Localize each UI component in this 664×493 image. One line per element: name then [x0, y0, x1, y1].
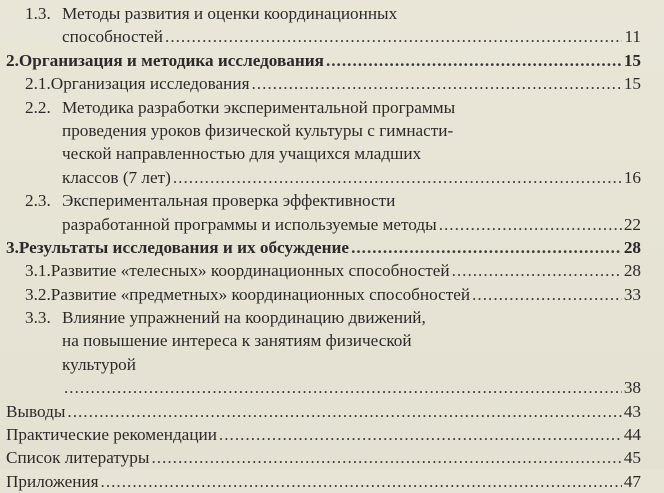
toc-entry-title: Практические рекомендации: [6, 425, 217, 445]
toc-page-number: 43: [623, 401, 641, 421]
toc-entry-title: Методы развития и оценки координационных: [62, 4, 398, 23]
toc-entry: [0, 446, 664, 469]
toc-line: [0, 329, 664, 352]
toc-line: [0, 142, 664, 165]
toc-entry-title: Организация и методика исследования: [18, 50, 324, 70]
toc-entry: [0, 470, 664, 493]
toc-entry: [0, 400, 664, 423]
dot-leader: [351, 236, 622, 259]
toc-entry: [0, 72, 664, 95]
toc-entry-number: 3.: [6, 237, 19, 257]
toc-entry-number: 3.2.: [25, 284, 51, 304]
toc-entry: [0, 306, 664, 400]
dot-leader: [67, 400, 621, 423]
toc-page-number: 15: [623, 50, 641, 70]
toc-entry-number: 2.3.: [25, 191, 51, 211]
toc-entry-title: Развитие «предметных» координационных способностей: [50, 284, 471, 304]
toc-line: [0, 119, 664, 142]
dot-leader: [251, 72, 621, 95]
toc-entry-title: Влияние упражнений на координацию движений,: [62, 308, 426, 328]
toc-page-number: 15: [623, 74, 641, 94]
toc-line: [0, 376, 664, 399]
toc-line: [0, 423, 664, 446]
toc-entry-title: ческой направленностью для учащихся младших: [62, 144, 422, 164]
toc-entry-title: проведения уроков физической культуры с гимнасти-: [62, 120, 454, 140]
toc-page-number: 38: [623, 378, 641, 398]
toc-entry: [0, 423, 664, 446]
toc-entry: [0, 259, 664, 282]
toc-page-number: 28: [623, 261, 641, 281]
toc-line: [0, 49, 664, 72]
toc-line: [0, 96, 664, 119]
toc-line: [0, 166, 664, 189]
toc-entry: [0, 49, 664, 72]
toc-entry-title: Экспериментальная проверка эффективности: [62, 191, 396, 211]
toc-entry-title: разработанной программы и используемые методы: [62, 214, 437, 234]
toc-line: [0, 470, 664, 493]
toc-entry-title: на повышение интереса к занятиям физической: [62, 331, 412, 351]
toc-entry: [0, 189, 664, 236]
dot-leader: [472, 283, 622, 306]
toc-entry-number: 1.3.: [25, 4, 51, 23]
toc-line: [0, 25, 664, 48]
toc-entry-title: культурой: [62, 354, 136, 374]
toc-page-number: 16: [623, 167, 641, 187]
toc-entry-title: Организация исследования: [50, 74, 250, 94]
toc-entry-title: Методика разработки экспериментальной программы: [62, 97, 456, 117]
dot-leader: [151, 446, 621, 469]
toc-entry-title: Список литературы: [6, 448, 150, 468]
toc-line: [0, 446, 664, 469]
toc-line: [0, 236, 664, 259]
toc-entry-number: 3.3.: [25, 308, 51, 328]
toc-entry: [0, 96, 664, 190]
dot-leader: [101, 470, 622, 493]
toc-entry-title: Приложения: [6, 471, 99, 491]
toc-entry-title: Результаты исследования и их обсуждение: [18, 237, 350, 257]
toc-page-number: 33: [623, 284, 641, 304]
toc-entry: [0, 283, 664, 306]
toc-line: [0, 72, 664, 95]
toc-line: [0, 2, 664, 25]
toc-entry-number: 3.1.: [25, 261, 51, 281]
toc-line: [0, 259, 664, 282]
table-of-contents: [0, 2, 664, 493]
toc-page-number: 28: [623, 237, 641, 257]
dot-leader: [326, 49, 622, 72]
toc-entry: [0, 2, 664, 49]
toc-line: [0, 306, 664, 329]
toc-page-number: 44: [623, 425, 641, 445]
toc-entry-number: 2.: [6, 50, 19, 70]
toc-page-number: 11: [624, 27, 641, 47]
toc-line: [0, 400, 664, 423]
toc-entry: [0, 236, 664, 259]
toc-line: [0, 283, 664, 306]
dot-leader: [64, 376, 622, 399]
toc-line: [0, 213, 664, 236]
toc-line: [0, 353, 664, 376]
dot-leader: [219, 423, 622, 446]
toc-entry-title: способностей: [62, 27, 164, 47]
toc-line: [0, 189, 664, 212]
toc-entry-title: классов (7 лет): [62, 167, 171, 187]
toc-page-number: 22: [623, 214, 641, 234]
toc-page-number: 45: [623, 448, 641, 468]
toc-entry-title: Развитие «телесных» координационных способностей: [50, 261, 450, 281]
dot-leader: [452, 259, 622, 282]
toc-entry-number: 2.2.: [25, 97, 51, 117]
toc-entry-title: Выводы: [6, 401, 66, 421]
dot-leader: [439, 213, 622, 236]
dot-leader: [173, 166, 622, 189]
dot-leader: [165, 25, 622, 48]
toc-page-number: 47: [623, 471, 641, 491]
toc-entry-number: 2.1.: [25, 74, 51, 94]
